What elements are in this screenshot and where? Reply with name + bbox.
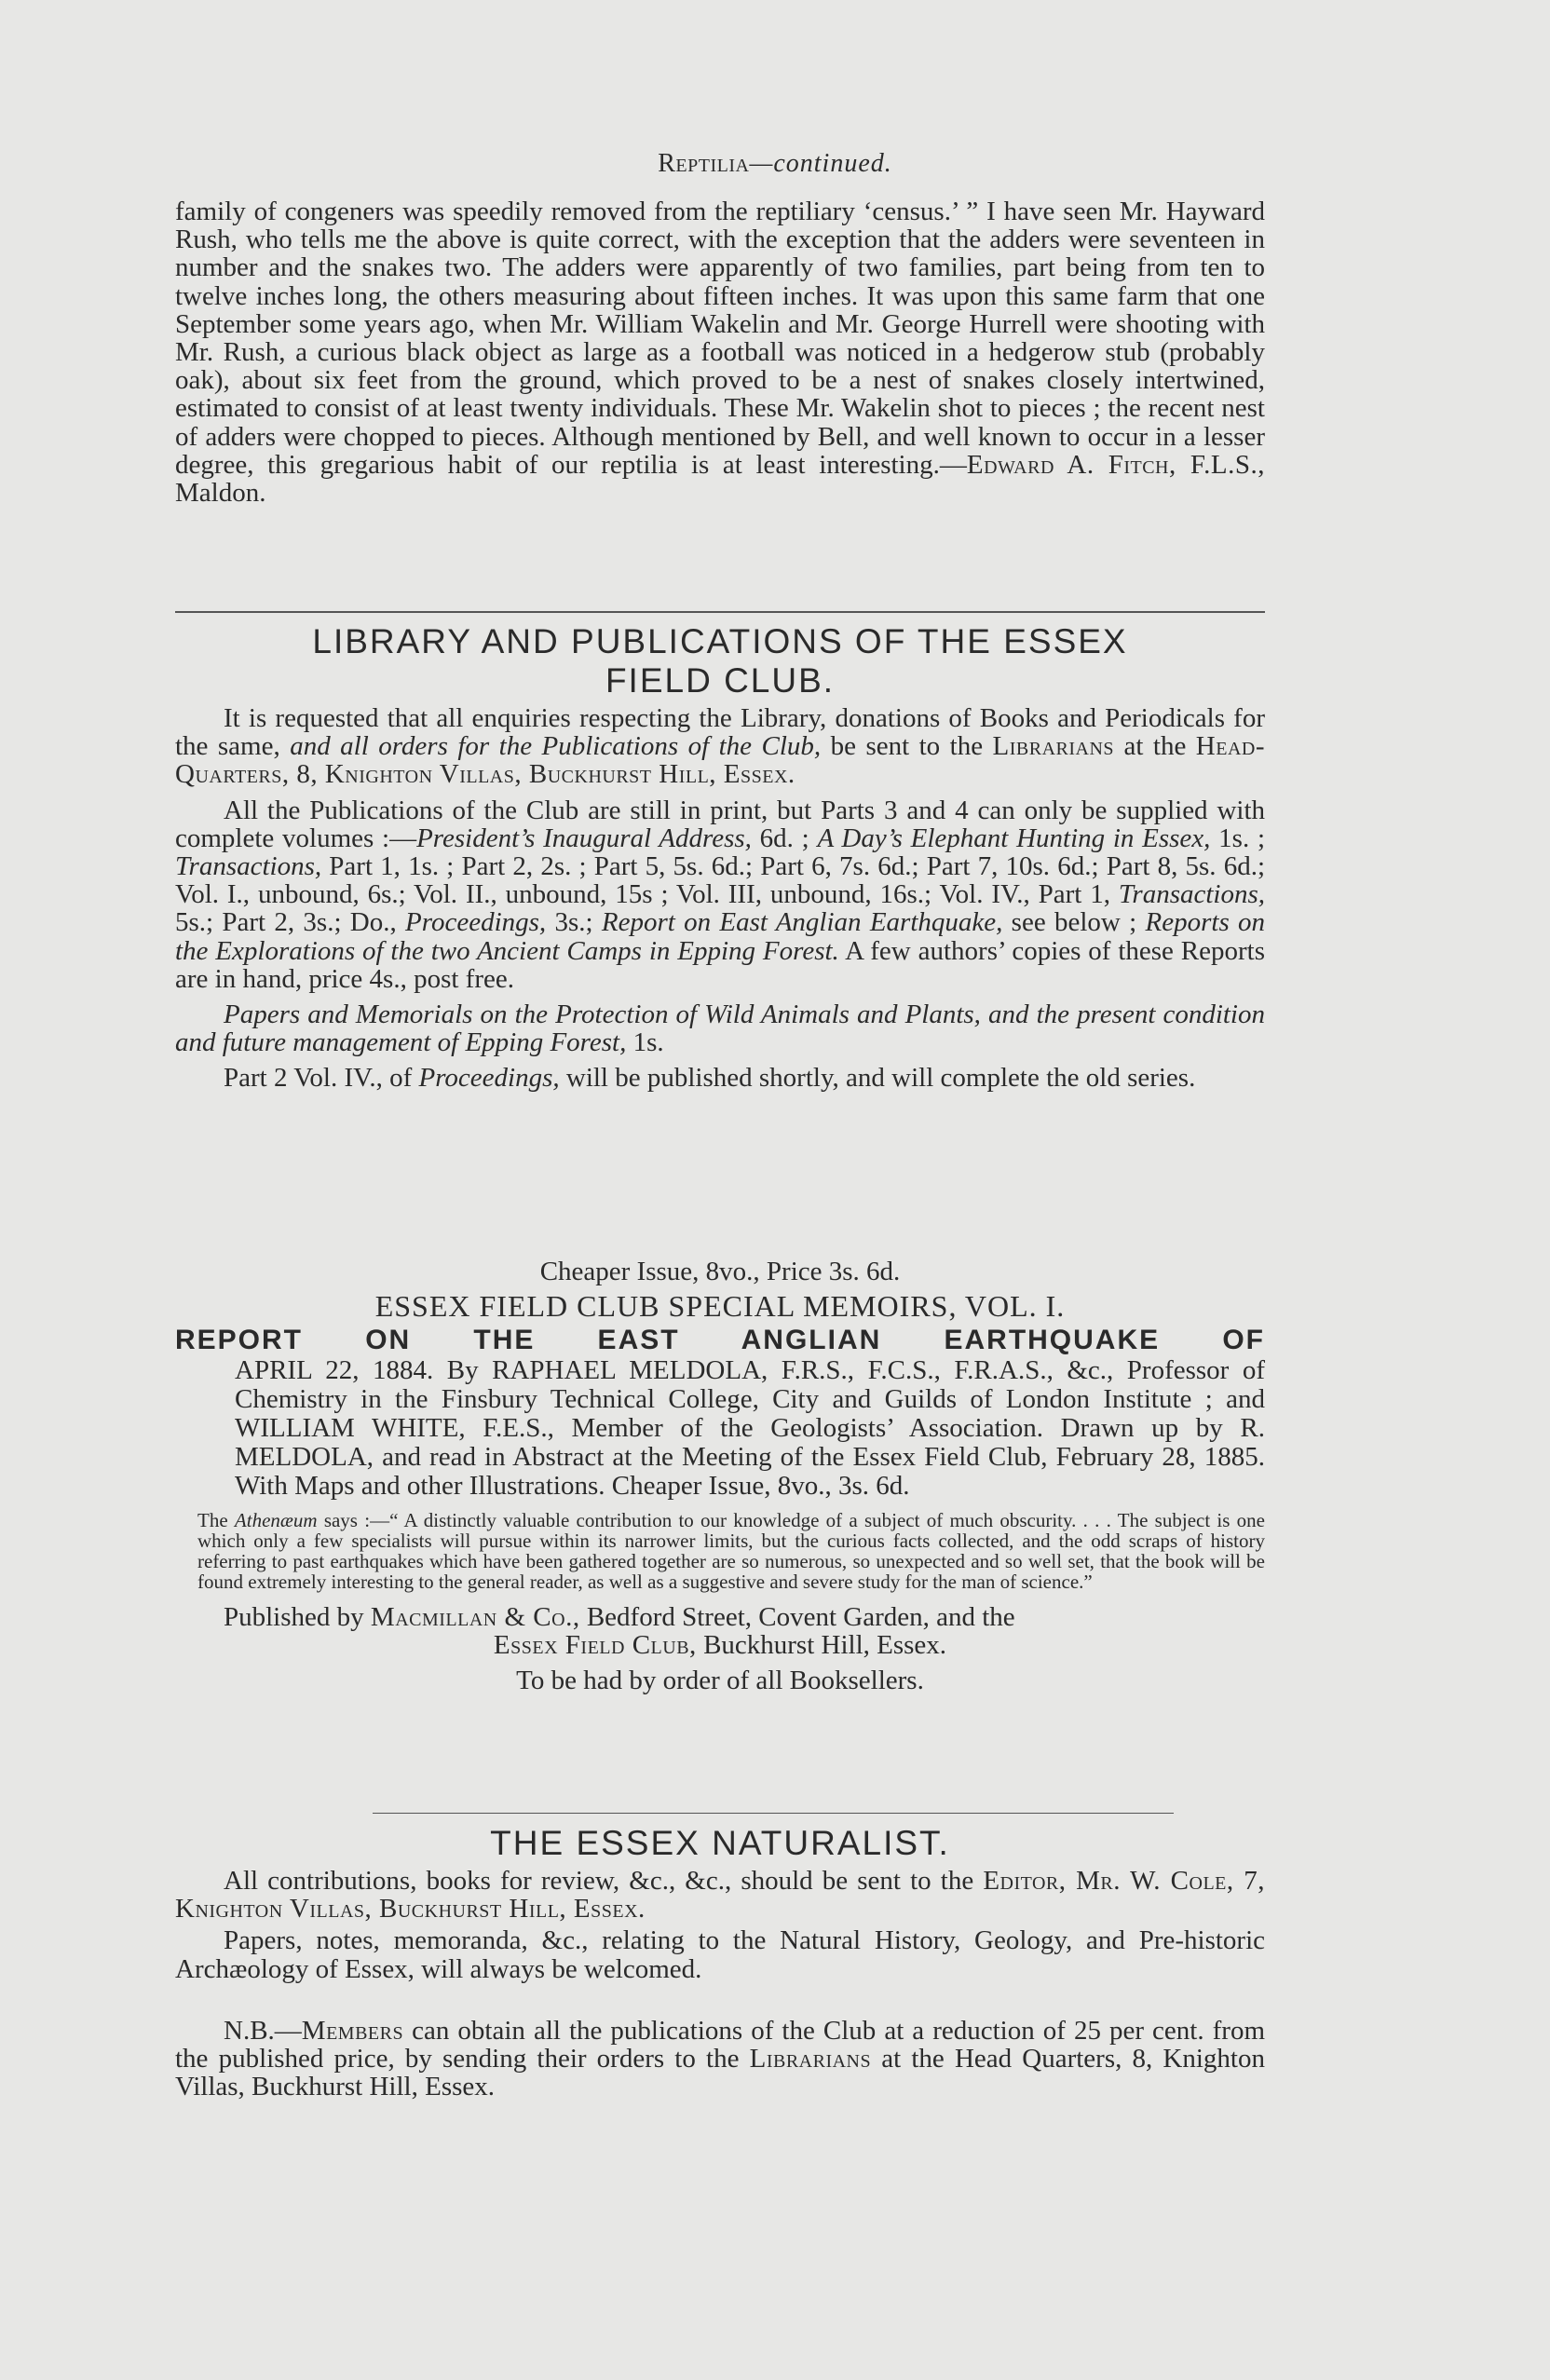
memoirs-section — [175, 1256, 1265, 1695]
memoirs-series-title: ESSEX FIELD CLUB SPECIAL MEMOIRS, VOL. I. — [374, 1289, 1066, 1323]
text-run: Part 2 Vol. IV., of — [224, 1063, 419, 1094]
text-run-italic: Report on East Anglian Earthquake, — [601, 907, 1003, 938]
library-heading-line2: FIELD CLUB. — [605, 661, 836, 700]
nb-note — [175, 2017, 1265, 2101]
running-head-title: Reptilia — [658, 149, 750, 178]
author-name: Edward A. Fitch, F.L.S., — [966, 449, 1265, 480]
report-title: REPORT ON THE EAST ANGLIAN EARTHQUAKE OF — [175, 1325, 1265, 1355]
publisher-line — [175, 1603, 1265, 1631]
text-run-italic: President’s Inaugural Address, — [416, 823, 752, 853]
text-run-italic: Reports on the Explorations of the two Ancient Camps in Epping Forest. — [175, 907, 1266, 966]
text-run: All contributions, books for review, &c., &c., should be sent to the — [224, 1866, 984, 1896]
text-run-italic: Athenæum — [234, 1509, 318, 1531]
text-run: says :—“ A distinctly valuable contribution to our knowledge of a subject of much obscurity. . . . The subject is one which only a few specialists will pursue within its narrower limits, but the curious facts collected, and the odd scraps of history referring to past earthquakes which have been gathered together are so numerous, so unexpected and so well set, that the book will be found extremely interesting to the general reader, as well as a suggestive and severe study for the man of science.” — [197, 1509, 1265, 1593]
text-run: 6d. ; — [751, 823, 818, 853]
reptilia-paragraph — [175, 197, 1265, 507]
author-place: Maldon. — [175, 478, 266, 509]
text-run-smallcaps: Members — [301, 2015, 404, 2046]
club-name: Essex Field Club, — [493, 1630, 697, 1661]
naturalist-heading: THE ESSEX NATURALIST. — [490, 1824, 950, 1862]
athenaeum-review — [175, 1510, 1265, 1592]
report-description: APRIL 22, 1884. By RAPHAEL MELDOLA, F.R.S., F.C.S., F.R.A.S., &c., Professor of Chemistry in the Finsbury Technical College, City and Guilds of London Institute ; and WILLIAM WHITE, F.E.S., Member of the Geologists’ Association. Drawn up by R. MELDOLA, and read in Abstract at the Meeting of the Essex Field Club, February 28, 1885. With Maps and other Illustrations. Cheaper Issue, 8vo., 3s. 6d. — [235, 1355, 1265, 1501]
text-run: be sent to the — [821, 731, 993, 762]
section-divider — [175, 611, 1265, 613]
text-run: All the Publications of the Club are still in print, but Parts 3 and 4 can only be supplied with complete volumes :— — [175, 795, 1265, 853]
text-run-smallcaps: Librarians — [749, 2044, 872, 2074]
text-run: Buckhurst Hill, Essex. — [696, 1630, 947, 1661]
text-run: can obtain all the publications of the Club at a reduction of 25 per cent. from the published price, by sending their orders to the — [175, 2015, 1265, 2074]
address-smallcaps: Head-Quarters, 8, Knighton Villas, Buckhurst Hill, Essex. — [175, 731, 1266, 790]
naturalist-section — [175, 1824, 1265, 2101]
text-run-italic: Papers and Memorials on the Protection of Wild Animals and Plants, and the present condition and future management of Epping Forest, — [175, 1000, 1265, 1058]
memoirs-price: Cheaper Issue, 8vo., Price 3s. 6d. — [539, 1257, 901, 1286]
running-head-suffix: —continued. — [749, 149, 892, 178]
text-run: Published by — [224, 1602, 371, 1632]
text-run-italic: Transactions, — [175, 851, 322, 882]
publisher-line-2 — [175, 1631, 1265, 1659]
library-heading-line1: LIBRARY AND PUBLICATIONS OF THE ESSEX — [312, 622, 1128, 660]
booksellers-note: To be had by order of all Booksellers. — [516, 1666, 924, 1696]
text-run-italic: A Day’s Elephant Hunting in Essex, — [817, 823, 1211, 853]
library-paragraph-4 — [175, 1064, 1265, 1092]
library-heading — [175, 622, 1265, 700]
text-run-italic: Transactions, — [1118, 879, 1265, 910]
library-paragraph-1 — [175, 704, 1265, 789]
naturalist-divider — [373, 1813, 1174, 1814]
text-run: will be published shortly, and will complete the old series. — [559, 1063, 1196, 1094]
reptilia-text: family of congeners was speedily removed from the reptiliary ‘census.’ ” I have seen Mr. Hayward Rush, who tells me the above is quite correct, with the exception that the adders were seventeen in number and the snakes two. The adders were apparently of two families, part being from ten to twelve inches long, the others measuring about fifteen inches. It was upon this same farm that one September some years ago, when Mr. William Wakelin and Mr. George Hurrell were shooting with Mr. Rush, a curious black object as large as a football was noticed in a hedgerow stub (probably oak), about six feet from the ground, which proved to be a nest of snakes closely intertwined, estimated to consist of at least twenty individuals. These Mr. Wakelin shot to pieces ; the recent nest of adders were chopped to pieces. Although mentioned by Bell, and well known to occur in a lesser degree, this gregarious habit of our reptilia is at least interesting.— — [175, 197, 1265, 480]
text-run: Part 1, 1s. ; Part 2, 2s. ; Part 5, 5s. 6d.; Part 6, 7s. 6d.; Part 7, 10s. 6d.; Part 8, 5s. 6d.; Vol. I., unbound, 6s.; Vol. II., unbound, 15s ; Vol. III, unbound, 16s.; Vol. IV., Part 1, — [175, 851, 1265, 910]
text-run: 5s.; Part 2, 3s.; Do., — [175, 907, 406, 938]
text-run: It is requested that all enquiries respecting the Library, donations of Books and Periodicals for the same, — [175, 703, 1265, 762]
text-run: 3s.; — [546, 907, 602, 938]
text-run: see below ; — [1002, 907, 1146, 938]
text-run: 1s. — [626, 1027, 664, 1058]
editor-address: Editor, Mr. W. Cole, 7, Knighton Villas, Buckhurst Hill, Essex. — [175, 1866, 1265, 1924]
library-section — [175, 622, 1265, 1093]
library-paragraph-2 — [175, 796, 1265, 993]
text-run-italic: and all orders for the Publications of the Club, — [290, 731, 822, 762]
text-run: 1s. ; — [1210, 823, 1265, 853]
naturalist-paragraph-1 — [175, 1867, 1265, 1923]
text-run: at the Head Quarters, 8, Knighton Villas, Buckhurst Hill, Essex. — [175, 2044, 1265, 2102]
naturalist-paragraph-2: Papers, notes, memoranda, &c., relating to the Natural History, Geology, and Pre-historic Archæology of Essex, will always be welcomed. — [175, 1925, 1265, 1984]
text-run-italic: Proceedings, — [418, 1063, 560, 1094]
text-run: A few authors’ copies of these Reports are in hand, price 4s., post free. — [175, 935, 1266, 994]
text-run: at the — [1114, 731, 1196, 762]
library-paragraph-3 — [175, 1000, 1265, 1056]
text-run: Bedford Street, Covent Garden, and the — [579, 1602, 1015, 1632]
text-run: The — [197, 1509, 235, 1531]
running-head — [0, 149, 1550, 179]
publisher-name: Macmillan & Co., — [370, 1602, 580, 1632]
text-run-smallcaps: Librarians — [992, 731, 1115, 762]
text-run-italic: Proceedings, — [405, 907, 547, 938]
text-run: N.B.— — [224, 2015, 302, 2046]
reptilia-section — [175, 197, 1265, 507]
